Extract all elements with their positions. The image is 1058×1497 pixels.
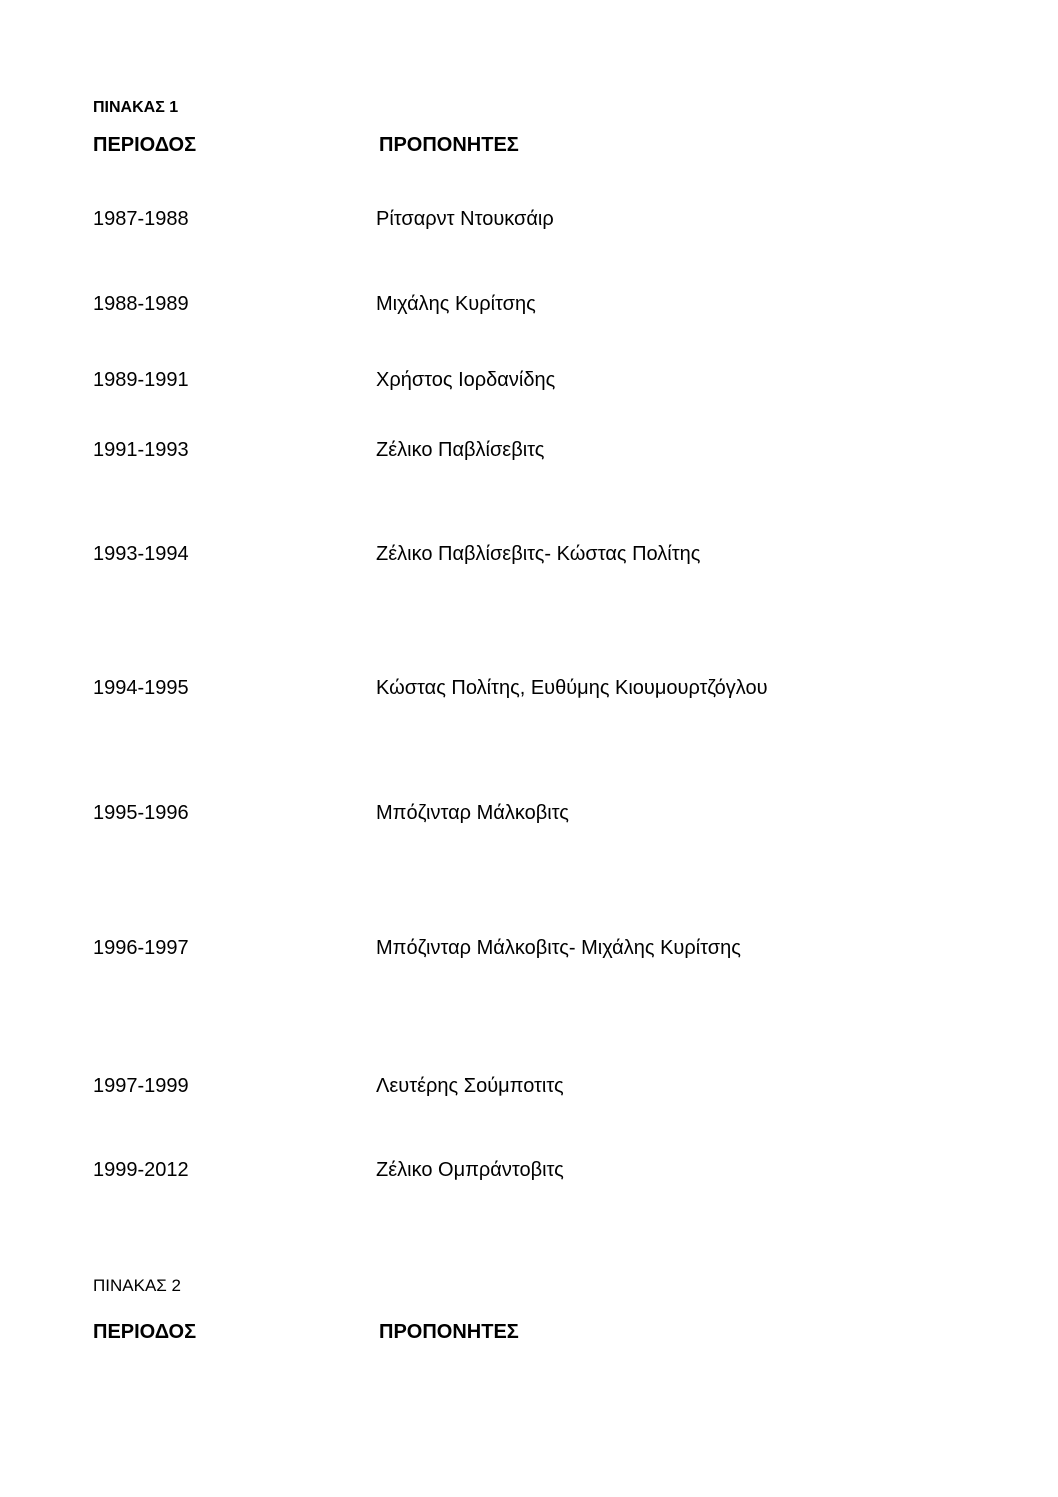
row-coaches-cell: Ζέλικο Παβλίσεβιτς- Κώστας Πολίτης <box>376 543 701 565</box>
row-coaches-cell: Ρίτσαρντ Ντουκσάιρ <box>376 208 554 230</box>
row-period-cell: 1991-1993 <box>93 439 189 461</box>
table-row <box>0 677 1058 700</box>
table1-header-row <box>0 134 1058 157</box>
table-row <box>0 937 1058 960</box>
table1-header-period: ΠΕΡΙΟΔΟΣ <box>93 134 197 156</box>
row-coaches-cell: Μπόζινταρ Μάλκοβιτς <box>376 802 569 824</box>
table-row <box>0 1159 1058 1182</box>
row-period-cell: 1997-1999 <box>93 1075 189 1097</box>
row-coaches-cell: Λευτέρης Σούμποτιτς <box>376 1075 564 1097</box>
row-period-cell: 1999-2012 <box>93 1159 189 1181</box>
row-coaches-cell: Χρήστος Ιορδανίδης <box>376 369 556 391</box>
table-row <box>0 208 1058 231</box>
table2-header-period: ΠΕΡΙΟΔΟΣ <box>93 1321 197 1343</box>
table2-title: ΠΙΝΑΚΑΣ 2 <box>93 1276 181 1295</box>
row-period-cell: 1996-1997 <box>93 937 189 959</box>
row-coaches-cell: Ζέλικο Ομπράντοβιτς <box>376 1159 564 1181</box>
table-row <box>0 369 1058 392</box>
row-period-cell: 1989-1991 <box>93 369 189 391</box>
row-coaches-cell: Ζέλικο Παβλίσεβιτς <box>376 439 545 461</box>
table2-header-coaches: ΠΡΟΠΟΝΗΤΕΣ <box>379 1321 519 1343</box>
table-row <box>0 439 1058 462</box>
table-row <box>0 543 1058 566</box>
row-coaches-cell: Μιχάλης Κυρίτσης <box>376 293 536 315</box>
row-period-cell: 1995-1996 <box>93 802 189 824</box>
row-coaches-cell: Κώστας Πολίτης, Ευθύμης Κιουμουρτζόγλου <box>376 677 768 699</box>
table-row <box>0 802 1058 825</box>
row-coaches-cell: Μπόζινταρ Μάλκοβιτς- Μιχάλης Κυρίτσης <box>376 937 741 959</box>
table-row <box>0 1075 1058 1098</box>
row-period-cell: 1988-1989 <box>93 293 189 315</box>
table2-header-row <box>0 1321 1058 1344</box>
table1-title: ΠΙΝΑΚΑΣ 1 <box>93 99 179 116</box>
row-period-cell: 1993-1994 <box>93 543 189 565</box>
row-period-cell: 1987-1988 <box>93 208 189 230</box>
row-period-cell: 1994-1995 <box>93 677 189 699</box>
table-row <box>0 293 1058 316</box>
table1-header-coaches: ΠΡΟΠΟΝΗΤΕΣ <box>379 134 519 156</box>
